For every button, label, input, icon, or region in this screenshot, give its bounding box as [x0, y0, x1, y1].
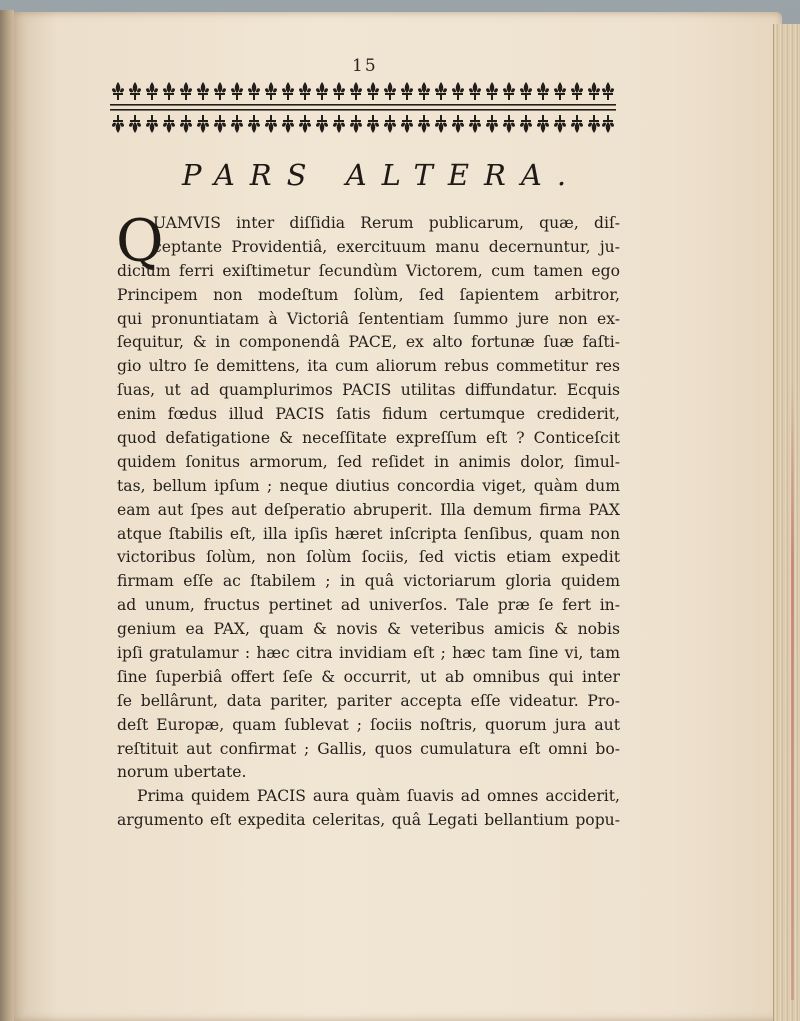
text-line: gio ultro ſe demittens, ita cum aliorum rebus commetitur res	[117, 357, 620, 376]
drop-cap: Q	[116, 207, 164, 275]
text-line: Principem non modeſtum ſolùm, ſed ſapientem arbitror,	[117, 285, 620, 304]
page-edge-stain	[791, 380, 794, 1000]
paragraph-1	[116, 207, 620, 785]
ornament-dot-band	[110, 104, 616, 111]
text-line: reſtituit aut confirmat ; Gallis, quos cumulatura eſt omni bo-	[117, 739, 620, 758]
text-line: ſe bellârunt, data pariter, pariter accepta eſſe videatur. Pro-	[117, 691, 620, 710]
binding-gutter	[0, 10, 14, 1021]
text-line: genium ea PAX, quam & novis & veteribus amicis & nobis	[117, 620, 620, 639]
text-line: ſuas, ut ad quamplurimos PACIS utilitas diffundatur. Ecquis	[117, 381, 620, 400]
ornament-top-row	[112, 82, 614, 100]
text-line: ad unum, fructus pertinet ad univerſos. Tale præ ſe fert in-	[117, 596, 620, 615]
text-line: firmam eſſe ac ſtabilem ; in quâ victoriarum gloria quidem	[117, 572, 620, 591]
body-text	[116, 207, 620, 833]
text-line: norum ubertate.	[117, 763, 247, 782]
text-line: atque ſtabilis eſt, illa ipſis hæret inſcripta ſenſibus, quam non	[117, 524, 620, 543]
paragraph-2	[117, 785, 620, 833]
text-line: quod defatigatione & neceſſitate expreſſum eſt ? Conticeſcit	[117, 429, 620, 448]
text-line: ipſi gratulamur : hæc citra invidiam eſt ; hæc tam ſine vi, tam	[117, 644, 620, 663]
text-line: Prima quidem PACIS aura quàm ſuavis ad omnes acciderit,	[137, 787, 620, 806]
text-line: quidem ſonitus armorum, ſed reſidet in animis dolor, ſimul-	[117, 452, 620, 471]
text-line: UAMVIS inter diſſidia Rerum publicarum, quæ, diſ-	[153, 214, 620, 232]
text-line: dicium ferri exiſtimetur ſecundùm Victorem, cum tamen ego	[117, 261, 620, 280]
text-line: eam aut ſpes aut deſperatio abruperit. Illa demum firma PAX	[117, 500, 620, 519]
text-line: ſequitur, & in componendâ PACE, ex alto fortunæ ſuæ faſti-	[117, 333, 620, 352]
text-line: argumento eſt expedita celeritas, quâ Legati bellantium popu-	[117, 811, 620, 830]
text-line: victoribus ſolùm, non ſolùm ſociis, ſed victis etiam expedit	[117, 548, 620, 567]
text-line: ceptante Providentiâ, exercituum manu decernuntur, ju-	[153, 237, 620, 256]
text-line: enim fœdus illud PACIS ſatis fidum certumque crediderit,	[117, 405, 620, 424]
page-number: 15	[352, 56, 378, 76]
text-line: ſine ſuperbiâ offert ſeſe & occurrit, ut ab omnibus qui inter	[117, 667, 620, 686]
text-line: deſt Europæ, quam ſublevat ; ſociis noſtris, quorum jura aut	[117, 715, 620, 734]
ornament-bottom-row	[112, 115, 614, 133]
text-line: qui pronuntiatam à Victoriâ ſententiam ſummo jure non ex-	[117, 309, 620, 328]
page-edges	[773, 24, 800, 1021]
section-heading: PARS ALTERA.	[182, 158, 582, 192]
text-line: tas, bellum ipſum ; neque diutius concordia viget, quàm dum	[117, 476, 620, 495]
printers-ornament-headband	[110, 80, 616, 138]
